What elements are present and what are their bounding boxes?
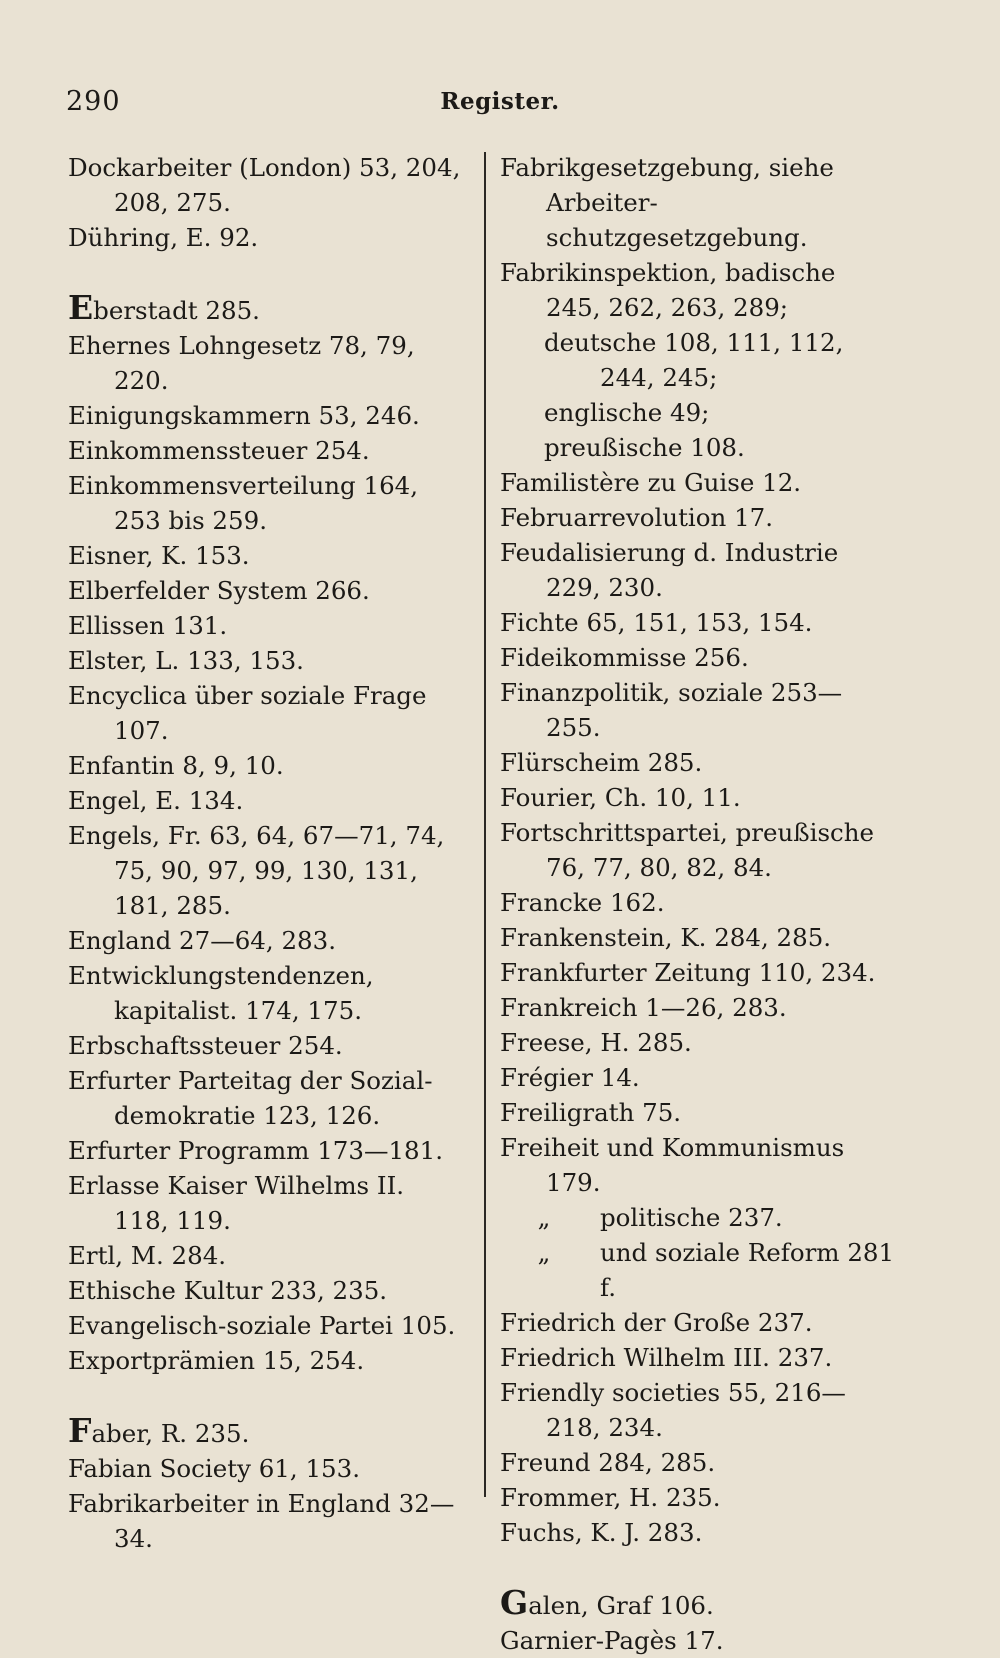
entry-text: politische 237.: [600, 1203, 783, 1232]
index-entry: [500, 675, 895, 745]
entry-text: Einkommensverteilung 164, 253 bis 259.: [68, 471, 419, 535]
ditto-mark: „: [537, 1238, 551, 1267]
entry-text: englische 49;: [544, 398, 710, 427]
index-entry: [500, 745, 895, 780]
page-number: 290: [66, 86, 121, 117]
entry-text: Erlasse Kaiser Wilhelms II. 118, 119.: [68, 1171, 405, 1235]
entry-text: Erbschaftssteuer 254.: [68, 1031, 343, 1060]
index-entry: [500, 605, 895, 640]
index-entry: [500, 1095, 895, 1130]
index-entry: [500, 815, 895, 885]
entry-text: berstadt 285.: [93, 296, 260, 325]
ditto-mark: „: [537, 1203, 551, 1232]
index-entry: [68, 958, 463, 1028]
entry-text: Elster, L. 133, 153.: [68, 646, 304, 675]
entry-text: Engel, E. 134.: [68, 786, 244, 815]
index-entry: [500, 1583, 895, 1623]
page-header: [66, 86, 934, 126]
entry-text: Entwicklungstendenzen, kapitalist. 174, 175.: [68, 961, 374, 1025]
entry-text: Fichte 65, 151, 153, 154.: [500, 608, 813, 637]
entry-text: Frankfurter Zeitung 110, 234.: [500, 958, 876, 987]
entry-text: preußische 108.: [544, 433, 745, 462]
entry-text: Eisner, K. 153.: [68, 541, 250, 570]
index-entry: [68, 818, 463, 923]
index-entry: [500, 1130, 895, 1200]
entry-text: Friedrich der Große 237.: [500, 1308, 813, 1337]
entry-text: Frankreich 1—26, 283.: [500, 993, 787, 1022]
index-entry: [68, 1133, 463, 1168]
entry-text: Dockarbeiter (London) 53, 204, 208, 275.: [68, 153, 461, 217]
section-gap: [500, 1550, 895, 1586]
entry-text: Familistère zu Guise 12.: [500, 468, 802, 497]
index-entry: [68, 1273, 463, 1308]
section-gap: [68, 255, 463, 291]
entry-text: Fideikommisse 256.: [500, 643, 749, 672]
index-entry: [68, 678, 463, 748]
entry-text: Einigungskammern 53, 246.: [68, 401, 420, 430]
index-entry: [68, 1063, 463, 1133]
entry-text: Freund 284, 285.: [500, 1448, 716, 1477]
entry-text: England 27—64, 283.: [68, 926, 337, 955]
index-entry: [68, 1451, 463, 1486]
index-entry: [500, 990, 895, 1025]
index-entry: [68, 468, 463, 538]
index-entry: [500, 1375, 895, 1445]
entry-text: Elberfelder System 266.: [68, 576, 370, 605]
section-initial: E: [68, 288, 94, 327]
entry-text: Fortschrittspartei, preußische 76, 77, 80, 82, 84.: [500, 818, 875, 882]
index-entry: [500, 150, 895, 255]
entry-text: Ethische Kultur 233, 235.: [68, 1276, 388, 1305]
index-entry: [68, 1486, 463, 1556]
entry-text: aber, R. 235.: [91, 1419, 250, 1448]
entry-text: Fabian Society 61, 153.: [68, 1454, 361, 1483]
index-subentry: [500, 430, 895, 465]
index-entry: [68, 608, 463, 643]
entry-text: Ellissen 131.: [68, 611, 228, 640]
index-entry: [68, 1343, 463, 1378]
entry-text: Fuchs, K. J. 283.: [500, 1518, 703, 1547]
index-entry: [500, 780, 895, 815]
index-entry: [500, 1445, 895, 1480]
index-subentry: [500, 395, 895, 430]
entry-text: Ehernes Lohngesetz 78, 79, 220.: [68, 331, 415, 395]
entry-text: Fourier, Ch. 10, 11.: [500, 783, 741, 812]
entry-text: Ertl, M. 284.: [68, 1241, 227, 1270]
index-entry: [500, 1340, 895, 1375]
entry-text: Freiligrath 75.: [500, 1098, 682, 1127]
entry-text: Enfantin 8, 9, 10.: [68, 751, 284, 780]
entry-text: Finanzpolitik, soziale 253—255.: [500, 678, 843, 742]
index-entry: [68, 433, 463, 468]
index-column-left: [68, 150, 463, 1556]
entry-text: Freiheit und Kommunismus 179.: [500, 1133, 845, 1197]
entry-text: deutsche 108, 111, 112, 244, 245;: [544, 328, 844, 392]
index-entry: [500, 535, 895, 605]
index-entry: [68, 643, 463, 678]
entry-text: Erfurter Programm 173—181.: [68, 1136, 444, 1165]
entry-text: alen, Graf 106.: [528, 1591, 714, 1620]
entry-text: Flürscheim 285.: [500, 748, 703, 777]
index-entry: [68, 923, 463, 958]
entry-text: Exportprämien 15, 254.: [68, 1346, 365, 1375]
entry-text: Engels, Fr. 63, 64, 67—71, 74, 75, 90, 97, 99, 130, 131, 181, 285.: [68, 821, 445, 920]
index-entry: [68, 220, 463, 255]
section-initial: F: [68, 1411, 92, 1450]
index-entry: [500, 955, 895, 990]
index-entry: [500, 1623, 895, 1658]
entry-text: Friedrich Wilhelm III. 237.: [500, 1343, 833, 1372]
index-entry: [68, 748, 463, 783]
entry-text: Francke 162.: [500, 888, 665, 917]
index-entry: [68, 288, 463, 328]
index-entry: [68, 1308, 463, 1343]
entry-text: Einkommenssteuer 254.: [68, 436, 370, 465]
index-entry: [500, 255, 895, 325]
index-entry: [68, 1028, 463, 1063]
index-entry: [500, 1060, 895, 1095]
section-gap: [68, 1378, 463, 1414]
index-entry: [68, 783, 463, 818]
index-entry: [68, 398, 463, 433]
index-entry: [500, 885, 895, 920]
index-entry: [68, 150, 463, 220]
entry-text: Fabrikgesetzgebung, siehe Arbeiter-schutzgesetzgebung.: [500, 153, 834, 252]
entry-text: Fabrikinspektion, badische 245, 262, 263, 289;: [500, 258, 836, 322]
entry-text: Encyclica über soziale Frage 107.: [68, 681, 427, 745]
entry-text: Februarrevolution 17.: [500, 503, 774, 532]
index-entry: [68, 1411, 463, 1451]
index-subentry: [500, 325, 895, 395]
entry-text: Erfurter Parteitag der Sozial-demokratie 123, 126.: [68, 1066, 433, 1130]
entry-text: Garnier-Pagès 17.: [500, 1626, 724, 1655]
index-entry: [68, 1168, 463, 1238]
index-entry: [500, 1480, 895, 1515]
index-entry: [500, 1025, 895, 1060]
entry-text: Evangelisch-soziale Partei 105.: [68, 1311, 456, 1340]
entry-text: Friendly societies 55, 216—218, 234.: [500, 1378, 846, 1442]
index-entry: [500, 465, 895, 500]
index-entry: [500, 1305, 895, 1340]
index-column-right: [500, 150, 895, 1658]
entry-text: Frégier 14.: [500, 1063, 640, 1092]
page-title: Register.: [440, 88, 560, 115]
index-entry: [68, 573, 463, 608]
index-entry: [68, 538, 463, 573]
entry-text: Freese, H. 285.: [500, 1028, 692, 1057]
entry-text: Dühring, E. 92.: [68, 223, 259, 252]
index-subentry: [500, 1200, 895, 1235]
entry-text: und soziale Reform 281 f.: [600, 1238, 895, 1302]
index-entry: [68, 1238, 463, 1273]
index-entry: [500, 500, 895, 535]
entry-text: Frommer, H. 235.: [500, 1483, 721, 1512]
index-entry: [68, 328, 463, 398]
entry-text: Feudalisierung d. Industrie 229, 230.: [500, 538, 839, 602]
index-entry: [500, 640, 895, 675]
index-subentry: [500, 1235, 895, 1305]
entry-text: Fabrikarbeiter in England 32—34.: [68, 1489, 455, 1553]
column-divider: [484, 152, 486, 1497]
entry-text: Frankenstein, K. 284, 285.: [500, 923, 832, 952]
section-initial: G: [500, 1583, 529, 1622]
index-entry: [500, 1515, 895, 1550]
index-entry: [500, 920, 895, 955]
